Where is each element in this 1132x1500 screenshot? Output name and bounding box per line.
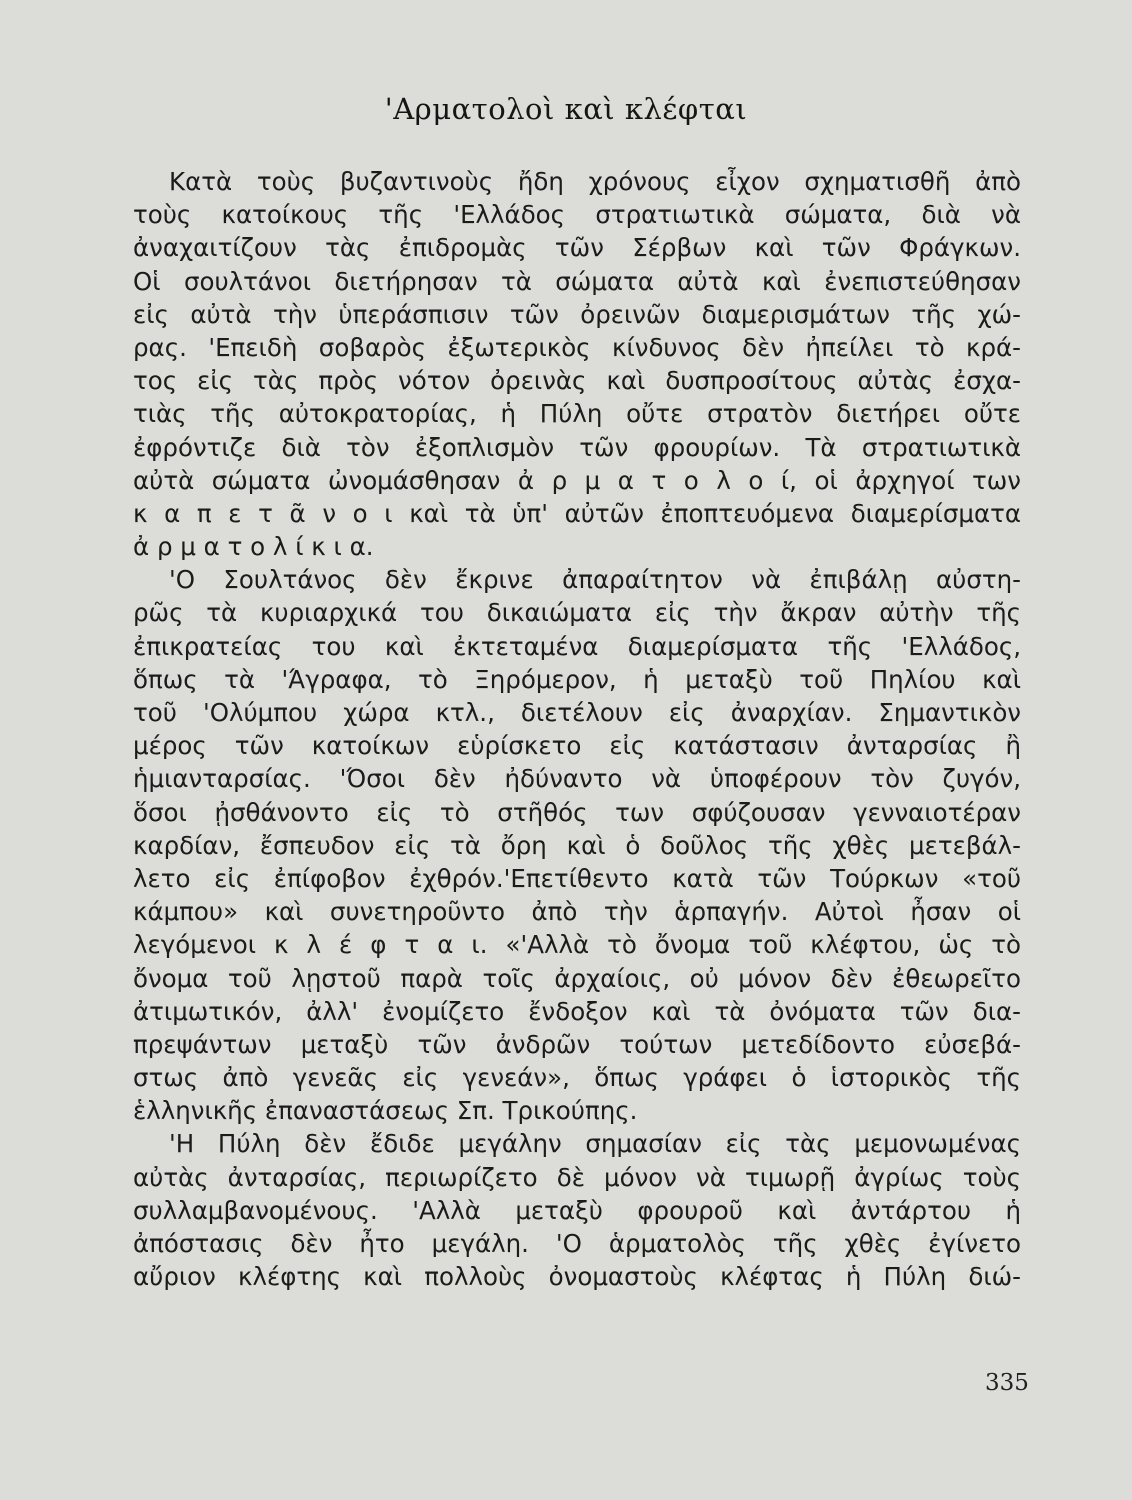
text-line: Οἱ σουλτάνοι διετήρησαν τὰ σώματα αὐτὰ καὶ ἐνεπιστεύθησαν xyxy=(133,266,1021,296)
text-line: καρδίαν, ἔσπευδον εἰς τὰ ὄρη καὶ ὁ δοῦλος τῆς χθὲς μετεβάλ- xyxy=(133,830,1021,860)
text-line: αὔριον κλέφτης καὶ πολλοὺς ὀνομαστοὺς κλέφτας ἡ Πύλη διώ- xyxy=(133,1262,1021,1292)
text-line: 'Η Πύλη δὲν ἔδιδε μεγάλην σημασίαν εἰς τὰς μεμονωμένας xyxy=(169,1129,1021,1159)
text-line: 'Ο Σουλτάνος δὲν ἔκρινε ἀπαραίτητον νὰ ἐπιβάλῃ αὐστη- xyxy=(169,565,1021,595)
body-text xyxy=(133,165,1021,1293)
chapter-title: 'Αρματολοὶ καὶ κλέφται xyxy=(384,92,748,126)
text-line: ὄνομα τοῦ λῃστοῦ παρὰ τοῖς ἀρχαίοις, οὐ μόνον δὲν ἐθεωρεῖτο xyxy=(133,963,1021,993)
text-line: ἐφρόντιζε διὰ τὸν ἐξοπλισμὸν τῶν φρουρίων. Τὰ στρατιωτικὰ xyxy=(133,432,1021,462)
text-line: εἰς αὐτὰ τὴν ὑπεράσπισιν τῶν ὀρεινῶν διαμερισμάτων τῆς χώ- xyxy=(133,299,1021,329)
text-line: ἀναχαιτίζουν τὰς ἐπιδρομὰς τῶν Σέρβων καὶ τῶν Φράγκων. xyxy=(133,233,1021,263)
text-line: τιὰς τῆς αὐτοκρατορίας, ἡ Πύλη οὔτε στρατὸν διετήρει οὔτε xyxy=(133,399,1021,429)
page-number: 335 xyxy=(985,1370,1029,1396)
text-line: ἐπικρατείας του καὶ ἐκτεταμένα διαμερίσματα τῆς 'Ελλάδος, xyxy=(133,631,1021,661)
text-line: Κατὰ τοὺς βυζαντινοὺς ἤδη χρόνους εἶχον σχηματισθῆ ἀπὸ xyxy=(169,167,1021,196)
text-line: συλλαμβανομένους. 'Αλλὰ μεταξὺ φρουροῦ καὶ ἀντάρτου ἡ xyxy=(133,1195,1021,1225)
text-line: ἡμιανταρσίας. 'Όσοι δὲν ἠδύναντο νὰ ὑποφέρουν τὸν ζυγόν, xyxy=(133,764,1021,794)
text-line: ἑλληνικῆς ἐπαναστάσεως Σπ. Τρικούπης. xyxy=(133,1096,638,1126)
text-line: κ α π ε τ ᾶ ν ο ι καὶ τὰ ὑπ' αὐτῶν ἐποπτευόμενα διαμερίσματα xyxy=(133,498,1021,528)
text-line: λεγόμενοι κ λ έ φ τ α ι. «'Αλλὰ τὸ ὄνομα τοῦ κλέφτου, ὡς τὸ xyxy=(133,930,1021,960)
text-line: τοῦ 'Ολύμπου χώρα κτλ., διετέλουν εἰς ἀναρχίαν. Σημαντικὸν xyxy=(133,698,1021,727)
text-line: τοὺς κατοίκους τῆς 'Ελλάδος στρατιωτικὰ σώματα, διὰ νὰ xyxy=(133,200,1021,230)
text-line: ρας. 'Επειδὴ σοβαρὸς ἐξωτερικὸς κίνδυνος δὲν ἠπείλει τὸ κρά- xyxy=(133,332,1021,362)
text-line: αὐτὰ σώματα ὠνομάσθησαν ἀ ρ μ α τ ο λ ο ί, οἱ ἀρχηγοί των xyxy=(133,465,1021,495)
text-line: ἀτιμωτικόν, ἀλλ' ἐνομίζετο ἔνδοξον καὶ τὰ ὀνόματα τῶν δια- xyxy=(133,996,1021,1026)
text-line: ἀ ρ μ α τ ο λ ί κ ι α. xyxy=(133,532,374,562)
text-line: αὐτὰς ἀνταρσίας, περιωρίζετο δὲ μόνον νὰ τιμωρῇ ἀγρίως τοὺς xyxy=(133,1162,1021,1192)
text-line: κάμπου» καὶ συνετηροῦντο ἀπὸ τὴν ἁρπαγήν. Αὐτοὶ ἦσαν οἱ xyxy=(133,897,1021,927)
text-line: ὅπως τὰ 'Άγραφα, τὸ Ξηρόμερον, ἡ μεταξὺ τοῦ Πηλίου καὶ xyxy=(133,664,1021,694)
text-line: τος εἰς τὰς πρὸς νότον ὀρεινὰς καὶ δυσπροσίτους αὐτὰς ἐσχα- xyxy=(133,366,1021,396)
text-line: ἀπόστασις δὲν ἦτο μεγάλη. 'Ο ἁρματολὸς τῆς χθὲς ἐγίνετο xyxy=(133,1229,1021,1258)
text-line: μέρος τῶν κατοίκων εὑρίσκετο εἰς κατάστασιν ἀνταρσίας ἢ xyxy=(133,731,1021,761)
text-line: λετο εἰς ἐπίφοβον ἐχθρόν.'Επετίθεντο κατὰ τῶν Τούρκων «τοῦ xyxy=(133,863,1021,893)
text-line: ὅσοι ᾐσθάνοντο εἰς τὸ στῆθός των σφύζουσαν γενναιοτέραν xyxy=(133,797,1021,827)
text-line: πρεψάντων μεταξὺ τῶν ἀνδρῶν τούτων μετεδίδοντο εὐσεβά- xyxy=(133,1029,1021,1059)
text-line: ρῶς τὰ κυριαρχικά του δικαιώματα εἰς τὴν ἄκραν αὐτὴν τῆς xyxy=(133,598,1021,628)
text-line: στως ἀπὸ γενεᾶς εἰς γενεάν», ὅπως γράφει ὁ ἱστορικὸς τῆς xyxy=(133,1063,1021,1093)
